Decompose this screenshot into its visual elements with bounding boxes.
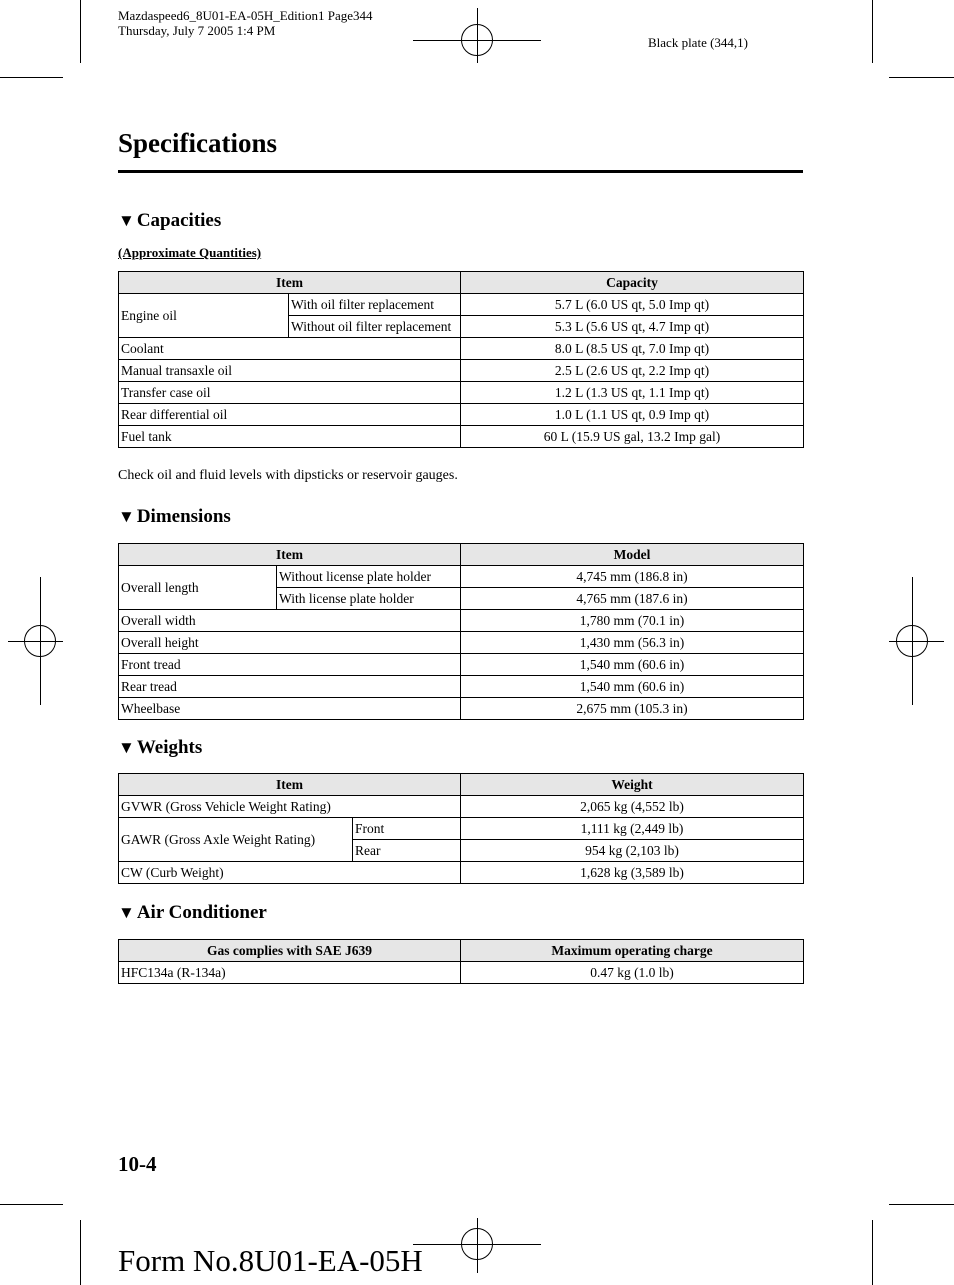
value-cell: 1,540 mm (60.6 in) xyxy=(461,676,804,698)
title-rule xyxy=(118,170,803,173)
crop-mark xyxy=(0,77,63,78)
column-header-weight: Weight xyxy=(461,774,804,796)
column-header-max-charge: Maximum operating charge xyxy=(461,940,804,962)
form-number: Form No.8U01-EA-05H xyxy=(118,1243,423,1278)
column-header-item: Item xyxy=(119,272,461,294)
column-header-capacity: Capacity xyxy=(461,272,804,294)
value-cell: 1.0 L (1.1 US qt, 0.9 Imp qt) xyxy=(461,404,804,426)
table-row xyxy=(119,382,804,404)
registration-mark-circle xyxy=(24,625,56,657)
registration-mark-circle xyxy=(461,24,493,56)
item-cell: CW (Curb Weight) xyxy=(119,862,461,884)
value-cell: 1,430 mm (56.3 in) xyxy=(461,632,804,654)
table-row xyxy=(119,632,804,654)
crop-mark xyxy=(872,0,873,63)
table-row xyxy=(119,610,804,632)
item-cell: Rear tread xyxy=(119,676,461,698)
sub-item-cell: Rear xyxy=(353,840,461,862)
overall-length-label: Overall length xyxy=(119,566,277,610)
weights-title: Weights xyxy=(136,737,203,758)
table-header-row xyxy=(119,272,804,294)
sub-item-cell: With license plate holder xyxy=(277,588,461,610)
value-cell: 8.0 L (8.5 US qt, 7.0 Imp qt) xyxy=(461,338,804,360)
page-title: Specifications xyxy=(118,128,277,158)
value-cell: 1,780 mm (70.1 in) xyxy=(461,610,804,632)
sub-item-cell: Without oil filter replacement xyxy=(289,316,461,338)
file-name-line: Mazdaspeed6_8U01-EA-05H_Edition1 Page344 xyxy=(118,8,373,23)
column-header-model: Model xyxy=(461,544,804,566)
triangle-down-icon: ▼ xyxy=(118,211,135,230)
value-cell: 1,628 kg (3,589 lb) xyxy=(461,862,804,884)
registration-mark-circle xyxy=(461,1228,493,1260)
crop-mark xyxy=(889,77,954,78)
sub-item-cell: With oil filter replacement xyxy=(289,294,461,316)
sub-item-cell: Without license plate holder xyxy=(277,566,461,588)
table-header-row xyxy=(119,774,804,796)
table-row xyxy=(119,676,804,698)
item-cell: Fuel tank xyxy=(119,426,461,448)
crop-mark xyxy=(0,1204,63,1205)
gawr-label: GAWR (Gross Axle Weight Rating) xyxy=(119,818,353,862)
triangle-down-icon: ▼ xyxy=(118,738,135,757)
weights-heading xyxy=(118,737,202,759)
print-date-line: Thursday, July 7 2005 1:4 PM xyxy=(118,23,276,38)
value-cell: 1,540 mm (60.6 in) xyxy=(461,654,804,676)
capacities-heading xyxy=(118,210,221,232)
value-cell: 0.47 kg (1.0 lb) xyxy=(461,962,804,984)
dimensions-heading xyxy=(118,506,231,528)
table-row xyxy=(119,338,804,360)
column-header-item: Item xyxy=(119,544,461,566)
column-header-item: Item xyxy=(119,774,461,796)
value-cell: 4,745 mm (186.8 in) xyxy=(461,566,804,588)
value-cell: 2,065 kg (4,552 lb) xyxy=(461,796,804,818)
value-cell: 954 kg (2,103 lb) xyxy=(461,840,804,862)
dimensions-table xyxy=(118,543,804,720)
page-number: 10-4 xyxy=(118,1152,157,1176)
item-cell: HFC134a (R-134a) xyxy=(119,962,461,984)
fluid-check-note: Check oil and fluid levels with dipsticks or reservoir gauges. xyxy=(118,468,458,483)
triangle-down-icon: ▼ xyxy=(118,903,135,922)
table-row xyxy=(119,360,804,382)
registration-mark-circle xyxy=(896,625,928,657)
table-row xyxy=(119,566,804,588)
sub-item-cell: Front xyxy=(353,818,461,840)
crop-mark xyxy=(80,1220,81,1285)
table-row xyxy=(119,818,804,840)
table-row xyxy=(119,796,804,818)
value-cell: 2.5 L (2.6 US qt, 2.2 Imp qt) xyxy=(461,360,804,382)
item-cell: Rear differential oil xyxy=(119,404,461,426)
value-cell: 5.3 L (5.6 US qt, 4.7 Imp qt) xyxy=(461,316,804,338)
item-cell: Front tread xyxy=(119,654,461,676)
weights-table xyxy=(118,773,804,884)
table-row xyxy=(119,654,804,676)
dimensions-title: Dimensions xyxy=(136,506,231,527)
table-header-row xyxy=(119,940,804,962)
air-conditioner-table xyxy=(118,939,804,984)
crop-mark xyxy=(80,0,81,63)
value-cell: 2,675 mm (105.3 in) xyxy=(461,698,804,720)
item-cell: Manual transaxle oil xyxy=(119,360,461,382)
item-cell: Coolant xyxy=(119,338,461,360)
crop-mark xyxy=(889,1204,954,1205)
table-row xyxy=(119,426,804,448)
item-cell: GVWR (Gross Vehicle Weight Rating) xyxy=(119,796,461,818)
table-header-row xyxy=(119,544,804,566)
item-cell: Transfer case oil xyxy=(119,382,461,404)
file-info xyxy=(118,8,373,38)
item-cell: Wheelbase xyxy=(119,698,461,720)
item-cell: Overall width xyxy=(119,610,461,632)
value-cell: 5.7 L (6.0 US qt, 5.0 Imp qt) xyxy=(461,294,804,316)
approximate-quantities-note: (Approximate Quantities) xyxy=(118,245,262,260)
value-cell: 1.2 L (1.3 US qt, 1.1 Imp qt) xyxy=(461,382,804,404)
table-row xyxy=(119,404,804,426)
item-cell: Overall height xyxy=(119,632,461,654)
air-conditioner-title: Air Conditioner xyxy=(136,902,267,923)
table-row xyxy=(119,294,804,316)
crop-mark xyxy=(872,1220,873,1285)
capacities-title: Capacities xyxy=(136,210,222,231)
triangle-down-icon: ▼ xyxy=(118,507,135,526)
table-row xyxy=(119,698,804,720)
column-header-gas: Gas complies with SAE J639 xyxy=(119,940,461,962)
air-conditioner-heading xyxy=(118,902,267,924)
capacities-table xyxy=(118,271,804,448)
table-row xyxy=(119,862,804,884)
value-cell: 4,765 mm (187.6 in) xyxy=(461,588,804,610)
value-cell: 60 L (15.9 US gal, 13.2 Imp gal) xyxy=(461,426,804,448)
table-row xyxy=(119,962,804,984)
value-cell: 1,111 kg (2,449 lb) xyxy=(461,818,804,840)
plate-label: Black plate (344,1) xyxy=(648,35,748,50)
engine-oil-label: Engine oil xyxy=(119,294,289,338)
